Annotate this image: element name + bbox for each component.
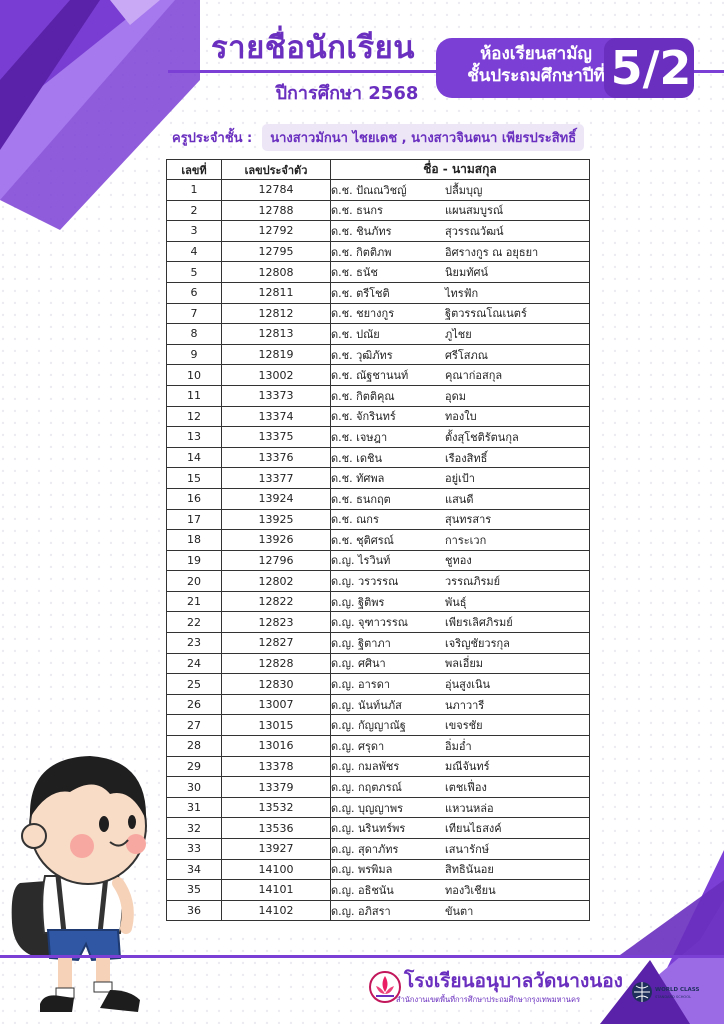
student-last-name: ทองวิเชียน: [445, 883, 496, 897]
student-illustration: [0, 708, 170, 1024]
student-number: 21: [167, 591, 222, 612]
student-first-name: ด.ช. ณัฐชานนท์: [331, 369, 409, 383]
student-first-name: ด.ช. ปณัย: [331, 327, 380, 341]
student-first-name: ด.ช. ธนัช: [331, 266, 378, 280]
student-id: 12792: [222, 221, 331, 242]
student-id: 14101: [222, 880, 331, 901]
student-number: 9: [167, 344, 222, 365]
table-row: [167, 447, 590, 468]
student-last-name: ชูทอง: [445, 554, 472, 568]
student-number: 23: [167, 633, 222, 654]
student-last-name: ฐิตวรรณโณเนตร์: [445, 307, 527, 321]
table-row: [167, 221, 590, 242]
student-id: 13925: [222, 509, 331, 530]
student-name: [331, 200, 590, 221]
student-first-name: ด.ช. ชุติศรณ์: [331, 533, 394, 547]
student-id: 13015: [222, 715, 331, 736]
student-id: 13375: [222, 427, 331, 448]
student-last-name: ตั้งสุโชติรัตนกุล: [445, 430, 519, 444]
student-id: 12802: [222, 571, 331, 592]
student-last-name: วรรณภิรมย์: [445, 575, 501, 589]
student-last-name: พันธุ์: [445, 595, 467, 609]
student-number: 20: [167, 571, 222, 592]
student-number: 32: [167, 818, 222, 839]
student-id: 13378: [222, 756, 331, 777]
student-number: 15: [167, 468, 222, 489]
table-row: [167, 200, 590, 221]
student-id: 13377: [222, 468, 331, 489]
student-first-name: ด.ญ. จุฑาวรรณ: [331, 616, 408, 630]
student-name: [331, 591, 590, 612]
student-name: [331, 262, 590, 283]
student-first-name: ด.ญ. ฐิตาภา: [331, 636, 391, 650]
student-id: 13376: [222, 447, 331, 468]
header-number: เลขที่: [167, 160, 222, 180]
table-row: [167, 282, 590, 303]
student-id: 13007: [222, 694, 331, 715]
student-id: 12811: [222, 282, 331, 303]
table-row: [167, 509, 590, 530]
student-last-name: เสนารักษ์: [445, 842, 489, 856]
student-last-name: แสนดี: [445, 492, 474, 506]
table-row: [167, 839, 590, 860]
student-first-name: ด.ช. จักรินทร์: [331, 410, 396, 424]
student-first-name: ด.ญ. ศศินา: [331, 657, 386, 671]
class-level: ชั้นประถมศึกษาปีที่: [467, 66, 605, 86]
student-id: 12819: [222, 344, 331, 365]
student-number: 7: [167, 303, 222, 324]
student-last-name: แหวนหล่อ: [445, 801, 494, 815]
teacher-names: นางสาวมักนา ไชยเดช , นางสาวจินตนา เพียรประสิทธิ์: [262, 124, 584, 151]
student-first-name: ด.ญ. อภิสรา: [331, 904, 391, 918]
student-first-name: ด.ญ. สุดาภัทร: [331, 842, 399, 856]
student-last-name: ขันตา: [445, 904, 474, 918]
table-row: [167, 180, 590, 201]
student-last-name: มณีจันทร์: [445, 760, 490, 774]
table-row: [167, 859, 590, 880]
student-first-name: ด.ญ. ไรวินท์: [331, 554, 391, 568]
school-name: โรงเรียนอนุบาลวัดนางนอง: [404, 970, 623, 992]
student-id: 12808: [222, 262, 331, 283]
student-id: 13532: [222, 797, 331, 818]
student-first-name: ด.ญ. อธิชนัน: [331, 883, 394, 897]
student-last-name: สุวรรณวัฒน์: [445, 224, 504, 238]
table-row: [167, 344, 590, 365]
student-name: [331, 694, 590, 715]
student-name: [331, 612, 590, 633]
student-name: [331, 427, 590, 448]
student-last-name: ทองใบ: [445, 410, 477, 424]
student-number: 28: [167, 736, 222, 757]
student-number: 26: [167, 694, 222, 715]
table-body: [167, 180, 590, 921]
table-row: [167, 571, 590, 592]
table-row: [167, 365, 590, 386]
student-first-name: ด.ช. ธนกร: [331, 204, 383, 218]
student-number: 31: [167, 797, 222, 818]
student-id: 13374: [222, 406, 331, 427]
student-roster-table: [166, 159, 590, 921]
student-first-name: ด.ช. เดชิน: [331, 451, 382, 465]
student-number: 14: [167, 447, 222, 468]
student-number: 36: [167, 900, 222, 921]
table-row: [167, 406, 590, 427]
student-first-name: ด.ญ. นันท์นภัส: [331, 698, 402, 712]
student-id: 13536: [222, 818, 331, 839]
table-row: [167, 591, 590, 612]
student-first-name: ด.ช. ชยางกูร: [331, 307, 395, 321]
student-id: 12830: [222, 674, 331, 695]
table-row: [167, 900, 590, 921]
student-first-name: ด.ช. ทัศพล: [331, 472, 385, 486]
student-name: [331, 818, 590, 839]
table-row: [167, 427, 590, 448]
student-number: 33: [167, 839, 222, 860]
student-id: 14102: [222, 900, 331, 921]
student-name: [331, 715, 590, 736]
student-last-name: นภาวารี: [445, 698, 485, 712]
page-title: รายชื่อนักเรียน: [211, 30, 415, 66]
table-row: [167, 756, 590, 777]
table-row: [167, 550, 590, 571]
student-first-name: ด.ญ. กมลพัชร: [331, 760, 400, 774]
student-name: [331, 839, 590, 860]
student-last-name: เตชเฟื่อง: [445, 781, 487, 795]
student-name: [331, 736, 590, 757]
student-number: 24: [167, 653, 222, 674]
student-id: 12828: [222, 653, 331, 674]
student-number: 22: [167, 612, 222, 633]
student-id: 12827: [222, 633, 331, 654]
student-last-name: สุนทรสาร: [445, 513, 492, 527]
student-last-name: เรืองสิทธิ์: [445, 451, 488, 465]
student-name: [331, 797, 590, 818]
student-first-name: ด.ญ. ศรุดา: [331, 739, 385, 753]
student-last-name: ภูไชย: [445, 327, 472, 341]
student-last-name: ศรีโสภณ: [445, 348, 488, 362]
table-row: [167, 303, 590, 324]
student-id: 12784: [222, 180, 331, 201]
student-last-name: การะเวก: [445, 533, 487, 547]
student-number: 25: [167, 674, 222, 695]
student-number: 2: [167, 200, 222, 221]
student-name: [331, 324, 590, 345]
class-type: ห้องเรียนสามัญ: [480, 44, 592, 64]
student-number: 30: [167, 777, 222, 798]
table-row: [167, 736, 590, 757]
student-id: 12823: [222, 612, 331, 633]
student-first-name: ด.ช. ณกร: [331, 513, 379, 527]
student-name: [331, 653, 590, 674]
student-number: 8: [167, 324, 222, 345]
student-first-name: ด.ช. ปัณณวิชญ์: [331, 183, 407, 197]
student-last-name: เจริญชัยวรกุล: [445, 636, 510, 650]
student-first-name: ด.ญ. วรวรรณ: [331, 575, 399, 589]
student-name: [331, 674, 590, 695]
student-number: 12: [167, 406, 222, 427]
student-name: [331, 365, 590, 386]
student-number: 1: [167, 180, 222, 201]
student-number: 13: [167, 427, 222, 448]
student-name: [331, 282, 590, 303]
table-row: [167, 488, 590, 509]
student-first-name: ด.ช. ธนกฤต: [331, 492, 391, 506]
table-row: [167, 385, 590, 406]
student-id: 12796: [222, 550, 331, 571]
student-last-name: เขจรชัย: [445, 719, 483, 733]
table-row: [167, 674, 590, 695]
student-name: [331, 633, 590, 654]
student-last-name: นิยมทัศน์: [445, 266, 488, 280]
table-row: [167, 324, 590, 345]
student-name: [331, 180, 590, 201]
student-number: 5: [167, 262, 222, 283]
table-row: [167, 777, 590, 798]
student-first-name: ด.ญ. กัญญาณัฐ: [331, 719, 406, 733]
student-name: [331, 900, 590, 921]
table-row: [167, 880, 590, 901]
student-id: 12813: [222, 324, 331, 345]
student-number: 16: [167, 488, 222, 509]
student-last-name: เทียนไธสงค์: [445, 822, 502, 836]
footer-rule: [0, 955, 724, 958]
student-id: 12822: [222, 591, 331, 612]
table-row: [167, 633, 590, 654]
student-number: 29: [167, 756, 222, 777]
header-full-name: ชื่อ - นามสกุล: [331, 160, 590, 180]
student-first-name: ด.ญ. นรินทร์พร: [331, 822, 406, 836]
student-id: 12795: [222, 241, 331, 262]
student-first-name: ด.ช. วุฒิภัทร: [331, 348, 393, 362]
student-number: 6: [167, 282, 222, 303]
student-name: [331, 550, 590, 571]
table-row: [167, 241, 590, 262]
student-last-name: อุ่นสูงเนิน: [445, 678, 491, 692]
student-first-name: ด.ญ. อารดา: [331, 678, 391, 692]
student-number: 17: [167, 509, 222, 530]
student-name: [331, 571, 590, 592]
student-last-name: พลเอี่ยม: [445, 657, 484, 671]
student-name: [331, 344, 590, 365]
student-id: 13373: [222, 385, 331, 406]
student-number: 11: [167, 385, 222, 406]
table-header-row: [167, 160, 590, 180]
student-id: 14100: [222, 859, 331, 880]
student-name: [331, 859, 590, 880]
student-number: 10: [167, 365, 222, 386]
student-name: [331, 241, 590, 262]
student-first-name: ด.ญ. บุญญาพร: [331, 801, 404, 815]
student-id: 13926: [222, 530, 331, 551]
student-first-name: ด.ช. เจษฎา: [331, 430, 388, 444]
homeroom-teachers: [172, 124, 584, 150]
student-number: 19: [167, 550, 222, 571]
student-name: [331, 530, 590, 551]
student-id: 13002: [222, 365, 331, 386]
student-name: [331, 303, 590, 324]
table-row: [167, 530, 590, 551]
student-last-name: คุณาก่อสกุล: [445, 369, 503, 383]
student-name: [331, 406, 590, 427]
student-id: 13927: [222, 839, 331, 860]
student-id: 13379: [222, 777, 331, 798]
student-name: [331, 468, 590, 489]
student-number: 34: [167, 859, 222, 880]
class-number: 5/2: [610, 41, 692, 95]
table-row: [167, 653, 590, 674]
student-name: [331, 488, 590, 509]
student-name: [331, 880, 590, 901]
student-first-name: ด.ช. ตรีโชติ: [331, 286, 390, 300]
world-class-school-logo: [632, 980, 700, 1004]
student-last-name: สิทธินันอย: [445, 863, 494, 877]
student-first-name: ด.ญ. ฐิติพร: [331, 595, 385, 609]
table-row: [167, 818, 590, 839]
student-name: [331, 385, 590, 406]
student-first-name: ด.ช. กิตติภพ: [331, 245, 392, 259]
student-name: [331, 756, 590, 777]
student-last-name: แผนสมบูรณ์: [445, 204, 504, 218]
table-row: [167, 612, 590, 633]
student-name: [331, 447, 590, 468]
wcs-line1: WORLD CLASS: [655, 987, 700, 993]
student-id: 13016: [222, 736, 331, 757]
student-number: 3: [167, 221, 222, 242]
student-id: 13924: [222, 488, 331, 509]
student-last-name: อุดม: [445, 389, 467, 403]
teacher-label: ครูประจำชั้น :: [172, 130, 253, 146]
student-first-name: ด.ญ. กฤตภรณ์: [331, 781, 402, 795]
table-row: [167, 262, 590, 283]
student-first-name: ด.ช. ชินภัทร: [331, 224, 392, 238]
header-student-id: เลขประจำตัว: [222, 160, 331, 180]
table-row: [167, 468, 590, 489]
table-row: [167, 694, 590, 715]
table-row: [167, 715, 590, 736]
wcs-line2: STANDARD SCHOOL: [655, 995, 692, 999]
student-last-name: ไทรฟัก: [445, 286, 479, 300]
student-id: 12788: [222, 200, 331, 221]
student-id: 12812: [222, 303, 331, 324]
student-name: [331, 509, 590, 530]
academic-year: ปีการศึกษา 2568: [275, 83, 419, 104]
student-last-name: เพียรเลิศภิรมย์: [445, 616, 513, 630]
student-number: 27: [167, 715, 222, 736]
student-first-name: ด.ญ. พรพิมล: [331, 863, 393, 877]
student-name: [331, 777, 590, 798]
student-name: [331, 221, 590, 242]
school-district: สำนักงานเขตพื้นที่การศึกษาประถมศึกษากรุงเทพมหานคร: [396, 995, 580, 1004]
student-number: 18: [167, 530, 222, 551]
student-number: 4: [167, 241, 222, 262]
student-last-name: อิศรางกูร ณ อยุธยา: [445, 245, 539, 259]
student-last-name: อิ่มอ่ำ: [445, 739, 472, 753]
student-last-name: ปลื้มบุญ: [445, 183, 483, 197]
student-last-name: อยู่เป้า: [445, 472, 475, 486]
student-first-name: ด.ช. กิตติคุณ: [331, 389, 395, 403]
table-row: [167, 797, 590, 818]
student-number: 35: [167, 880, 222, 901]
